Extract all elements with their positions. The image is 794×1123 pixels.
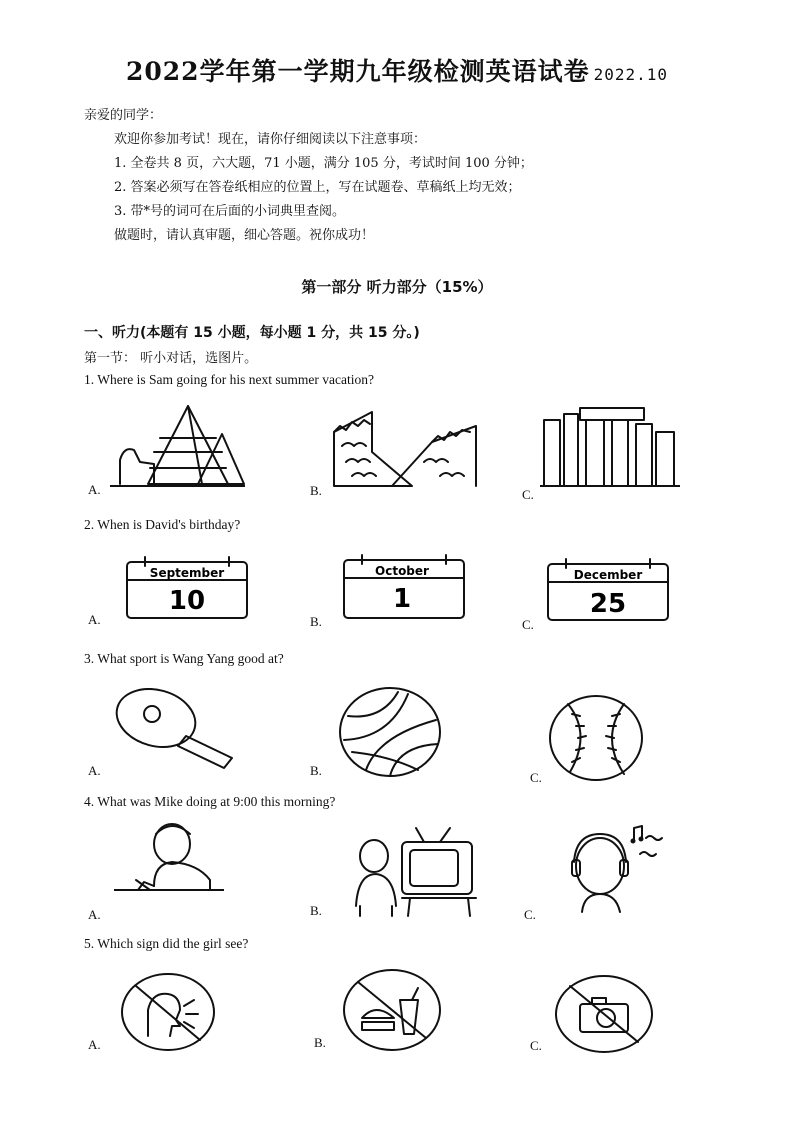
q1-option-c[interactable]: C. — [522, 487, 534, 502]
welcome-text: 欢迎你参加考试！现在，请你仔细阅读以下注意事项： — [114, 132, 427, 147]
question-4: 4. What was Mike doing at 9:00 this morning? — [84, 794, 336, 809]
pyramids-icon — [110, 398, 245, 494]
q4-option-b[interactable]: B. — [310, 903, 322, 918]
q3-option-a[interactable]: A. — [88, 763, 101, 778]
subsection-heading: 第一节： 听小对话，选图片。 — [84, 351, 258, 366]
exam-title — [0, 52, 794, 88]
question-1: 1. Where is Sam going for his next summer vacation? — [84, 372, 374, 387]
note-1: 1. 全卷共 8 页，六大题，71 小题，满分 105 分，考试时间 100 分钟； — [114, 156, 533, 171]
calendar-a-month: September — [149, 566, 225, 580]
exam-title-text: 2022学年第一学期九年级检测英语试卷 — [125, 57, 590, 86]
question-3: 3. What sport is Wang Yang good at? — [84, 651, 284, 666]
calendar-b — [342, 554, 466, 620]
note-2: 2. 答案必须写在答卷纸相应的位置上，写在试题卷、草稿纸上均无效； — [114, 180, 521, 195]
closing-text: 做题时，请认真审题，细心答题。祝你成功！ — [114, 228, 375, 243]
calendar-a — [125, 556, 249, 620]
part-heading: 第一部分 听力部分（15%） — [301, 278, 493, 296]
q4-option-c[interactable]: C. — [524, 907, 536, 922]
baseball-icon — [548, 694, 644, 782]
boy-writing-icon — [114, 820, 224, 902]
calendar-c-day: 25 — [589, 589, 627, 619]
boy-listening-music-icon — [560, 822, 670, 914]
ping-pong-paddle-icon — [112, 688, 242, 772]
q1-option-b[interactable]: B. — [310, 483, 322, 498]
q4-option-a[interactable]: A. — [88, 907, 101, 922]
stonehenge-icon — [540, 402, 680, 488]
no-food-sign-icon — [340, 966, 444, 1054]
question-2: 2. When is David's birthday? — [84, 517, 241, 532]
q3-option-b[interactable]: B. — [310, 763, 322, 778]
volleyball-icon — [338, 686, 442, 778]
q5-option-a[interactable]: A. — [88, 1037, 101, 1052]
greeting: 亲爱的同学： — [84, 108, 163, 123]
calendar-b-month: October — [375, 564, 429, 578]
exam-date: 2022.10 — [593, 65, 669, 84]
q5-option-b[interactable]: B. — [314, 1035, 326, 1050]
calendar-c — [546, 558, 670, 622]
calendar-a-day: 10 — [168, 586, 206, 616]
calendar-b-day: 1 — [392, 584, 412, 614]
q5-option-c[interactable]: C. — [530, 1038, 542, 1053]
q3-option-c[interactable]: C. — [530, 770, 542, 785]
no-photos-sign-icon — [552, 972, 656, 1058]
boy-watching-tv-icon — [352, 822, 480, 918]
q1-option-a[interactable]: A. — [88, 482, 101, 497]
calendar-c-month: December — [573, 568, 643, 582]
question-5: 5. Which sign did the girl see? — [84, 936, 249, 951]
note-3: 3. 带*号的词可在后面的小词典里查阅。 — [114, 204, 346, 219]
no-noise-sign-icon — [118, 970, 218, 1054]
q2-option-c[interactable]: C. — [522, 617, 534, 632]
section-heading: 一、听力(本题有 15 小题，每小题 1 分，共 15 分。) — [84, 325, 420, 341]
great-wall-icon — [332, 402, 477, 488]
q2-option-a[interactable]: A. — [88, 612, 101, 627]
q2-option-b[interactable]: B. — [310, 614, 322, 629]
